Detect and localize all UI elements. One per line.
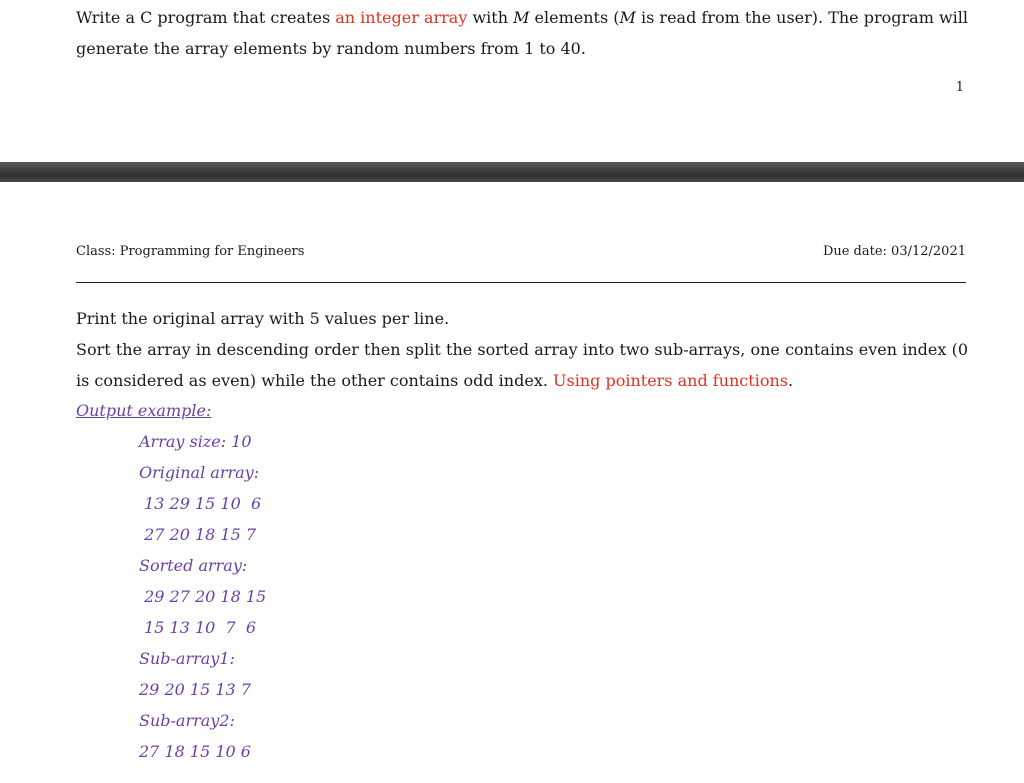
print-instruction: Print the original array with 5 values per line. — [76, 309, 450, 328]
page-1-bottom-fragment — [0, 0, 1024, 162]
intro-text-part-4: is read from the user). The program will generate the array elements by random numbers from 1 to 40. — [76, 8, 968, 58]
output-line: 15 13 10 7 6 — [139, 618, 257, 637]
sort-end: . — [787, 371, 794, 390]
output-line: 27 18 15 10 6 — [139, 742, 251, 761]
variable-m: M — [619, 8, 636, 27]
intro-text-part-2: with — [467, 8, 514, 27]
sort-highlight: Using pointers and functions — [553, 371, 788, 390]
output-line: Original array: — [139, 463, 260, 482]
sort-text: Sort the array in descending order then split the sorted array into two sub-arrays, one contains even index (0 is considered as even) while the other contains odd index. — [76, 340, 968, 390]
output-line: 13 29 15 10 6 — [139, 494, 262, 513]
intro-highlight: an integer array — [335, 8, 468, 27]
output-line: 29 27 20 18 15 — [139, 587, 267, 606]
intro-text-part-3: elements ( — [529, 8, 620, 27]
output-line: Array size: 10 — [139, 432, 252, 451]
page-2-top-fragment — [0, 182, 1024, 783]
intro-text-part-1: Write a C program that creates — [76, 8, 336, 27]
output-line: 29 20 15 13 7 — [139, 680, 251, 699]
output-example-label: Output example: — [76, 401, 212, 420]
sort-instruction — [76, 334, 968, 396]
output-line: Sub-array2: — [139, 711, 235, 730]
class-label: Class: Programming for Engineers — [76, 244, 305, 259]
page-number: 1 — [955, 80, 964, 95]
header-rule — [76, 282, 966, 283]
page-separator — [0, 162, 1024, 182]
output-line: 27 20 18 15 7 — [139, 525, 257, 544]
output-line: Sub-array1: — [139, 649, 235, 668]
intro-paragraph — [76, 2, 968, 64]
output-line: Sorted array: — [139, 556, 248, 575]
due-date: Due date: 03/12/2021 — [822, 244, 966, 259]
variable-m: M — [513, 8, 530, 27]
